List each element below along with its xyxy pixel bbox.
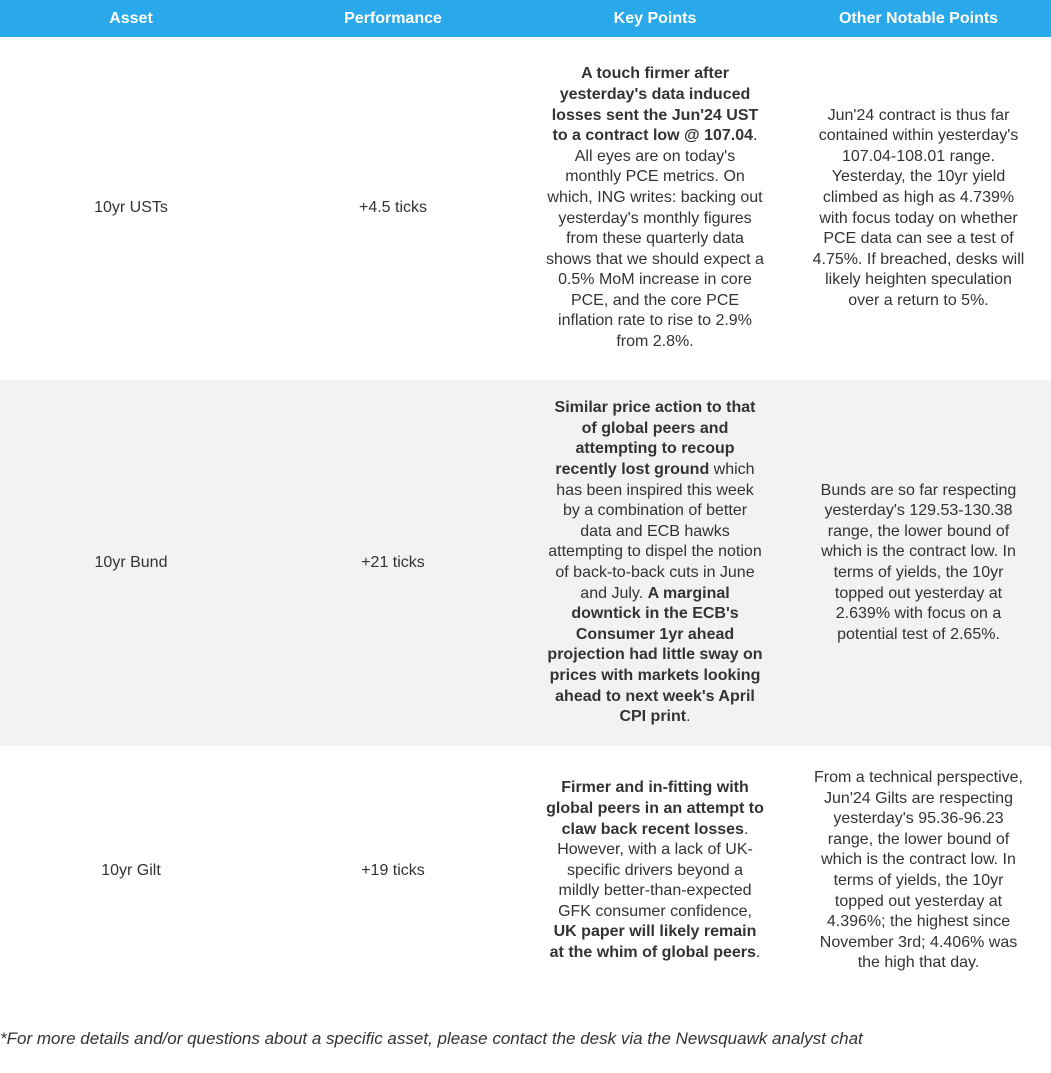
key-points-bold: A marginal downtick in the ECB's Consumer 1yr ahead projection had little sway on prices with markets looking ahead to next week's April CPI print [547, 584, 763, 726]
key-points-text [546, 398, 764, 728]
header-other-points: Other Notable Points [786, 0, 1051, 37]
performance-cell: +21 ticks [262, 380, 524, 746]
other-points-text: From a technical perspective, Jun'24 Gilts are respecting yesterday's 95.36-96.23 range, the lower bound of which is the contract low. In terms of yields, the 10yr topped out yesterday at 4.396%; the highest since November 3rd; 4.406% was the high that day. [814, 769, 1023, 972]
performance-cell: +4.5 ticks [262, 37, 524, 380]
key-points-bold: Firmer and in-fitting with global peers in an attempt to claw back recent losses [546, 779, 764, 838]
table-row [0, 37, 1051, 380]
other-points-cell [786, 37, 1051, 380]
table-row [0, 380, 1051, 746]
key-points-body: . [686, 708, 691, 726]
other-points-text: Bunds are so far respecting yesterday's 129.53-130.38 range, the lower bound of which is the contract low. In terms of yields, the 10yr topped out yesterday at 2.639% with focus on a potential test of 2.65%. [820, 481, 1017, 643]
footnote: *For more details and/or questions about a specific asset, please contact the desk via the Newsquawk analyst chat [0, 1029, 863, 1048]
asset-cell: 10yr Bund [0, 380, 262, 746]
header-asset: Asset [0, 0, 262, 37]
key-points-body: . All eyes are on today's monthly PCE metrics. On which, ING writes: backing out yesterday's monthly figures from these quarterly data shows that we should expect a 0.5% MoM increase in core PCE, and the core PCE inflation rate to rise to 2.9% from 2.8%. [546, 127, 764, 351]
key-points-cell [524, 380, 786, 746]
other-points-text: Jun'24 contract is thus far contained within yesterday's 107.04-108.01 range. Yesterday, the 10yr yield climbed as high as 4.739% with focus today on whether PCE data can see a test of 4.75%. If breached, desks will likely heighten speculation over a return to 5%. [812, 106, 1025, 309]
key-points-bold: UK paper will likely remain at the whim of global peers [549, 923, 757, 962]
asset-cell: 10yr Gilt [0, 746, 262, 996]
key-points-bold: Similar price action to that of global peers and attempting to recoup recently lost ground [554, 399, 756, 479]
other-points-cell [786, 746, 1051, 996]
key-points-cell [524, 37, 786, 380]
table-header [0, 0, 1051, 37]
table-row [0, 746, 1051, 996]
header-performance: Performance [262, 0, 524, 37]
key-points-text [546, 64, 764, 352]
key-points-text [546, 778, 764, 963]
key-points-bold: A touch firmer after yesterday's data induced losses sent the Jun'24 UST to a contract low @ 107.04 [551, 65, 759, 145]
other-points-cell [786, 380, 1051, 746]
key-points-body: which has been inspired this week by a combination of better data and ECB hawks attempting to dispel the notion of back-to-back cuts in June and July. [548, 461, 762, 602]
key-points-cell [524, 746, 786, 996]
key-points-body: . However, with a lack of UK-specific drivers beyond a mildly better-than-expected GFK consumer confidence, [557, 820, 753, 920]
asset-cell: 10yr USTs [0, 37, 262, 380]
header-key-points: Key Points [524, 0, 786, 37]
key-points-body: . [755, 944, 761, 962]
performance-cell: +19 ticks [262, 746, 524, 996]
